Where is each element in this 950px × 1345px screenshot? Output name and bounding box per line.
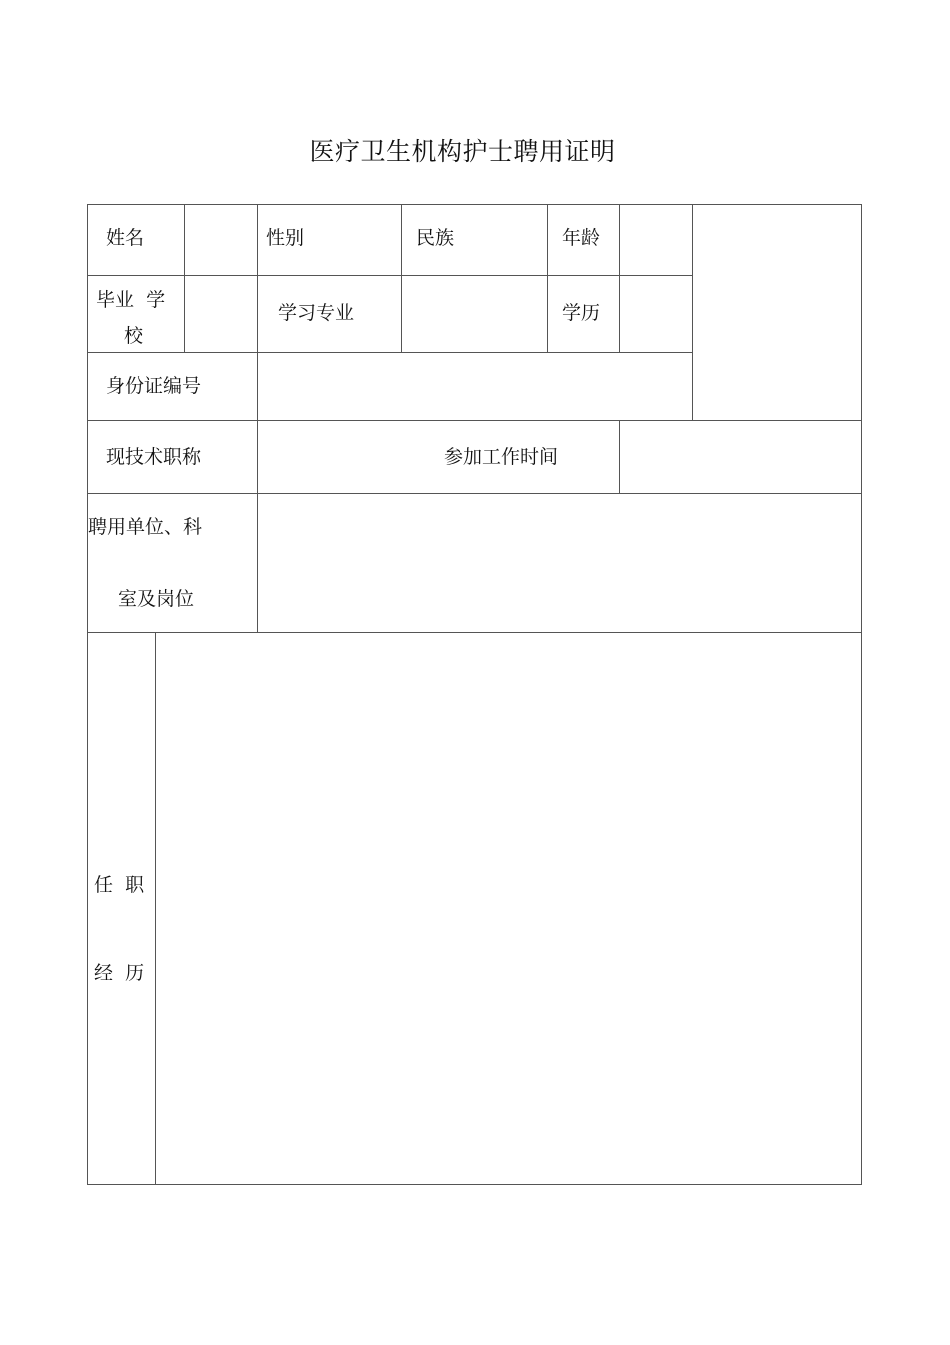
label-school-line1: 毕业 学 <box>96 289 166 311</box>
label-school-line2: 校 <box>124 325 144 347</box>
name-value-cell[interactable] <box>185 205 256 274</box>
table-border-bottom <box>87 1184 862 1185</box>
id-number-value-cell[interactable] <box>258 353 691 419</box>
photo-box[interactable] <box>693 205 860 419</box>
label-work-start: 参加工作时间 <box>444 446 559 468</box>
major-value-cell[interactable] <box>402 276 546 351</box>
label-history-line2: 经 历 <box>94 962 145 984</box>
employer-value-cell[interactable] <box>258 494 860 631</box>
label-employer-line2: 室及岗位 <box>118 588 195 610</box>
label-age: 年龄 <box>562 227 601 249</box>
label-id-number: 身份证编号 <box>106 375 202 397</box>
label-gender: 性别 <box>266 227 305 249</box>
history-value-cell[interactable] <box>156 633 860 1183</box>
page-title: 医疗卫生机构护士聘用证明 <box>309 137 616 166</box>
label-education: 学历 <box>562 302 601 324</box>
school-value-cell[interactable] <box>185 276 256 351</box>
label-ethnicity: 民族 <box>416 227 455 249</box>
col-divider <box>547 204 548 353</box>
age-value-cell[interactable] <box>620 205 691 274</box>
work-start-value-cell[interactable] <box>620 421 860 492</box>
label-name: 姓名 <box>106 227 145 249</box>
table-border-right <box>861 204 862 1185</box>
table-border-left <box>87 204 88 1185</box>
row-divider <box>87 275 693 276</box>
tech-title-value-cell[interactable] <box>258 421 428 492</box>
education-value-cell[interactable] <box>620 276 691 351</box>
ethnicity-value-cell[interactable] <box>470 205 546 274</box>
label-history-line1: 任 职 <box>94 874 145 896</box>
label-employer-line1: 聘用单位、科 <box>88 516 203 538</box>
label-major: 学习专业 <box>278 302 355 324</box>
label-tech-title: 现技术职称 <box>106 446 202 468</box>
gender-value-cell[interactable] <box>320 205 400 274</box>
